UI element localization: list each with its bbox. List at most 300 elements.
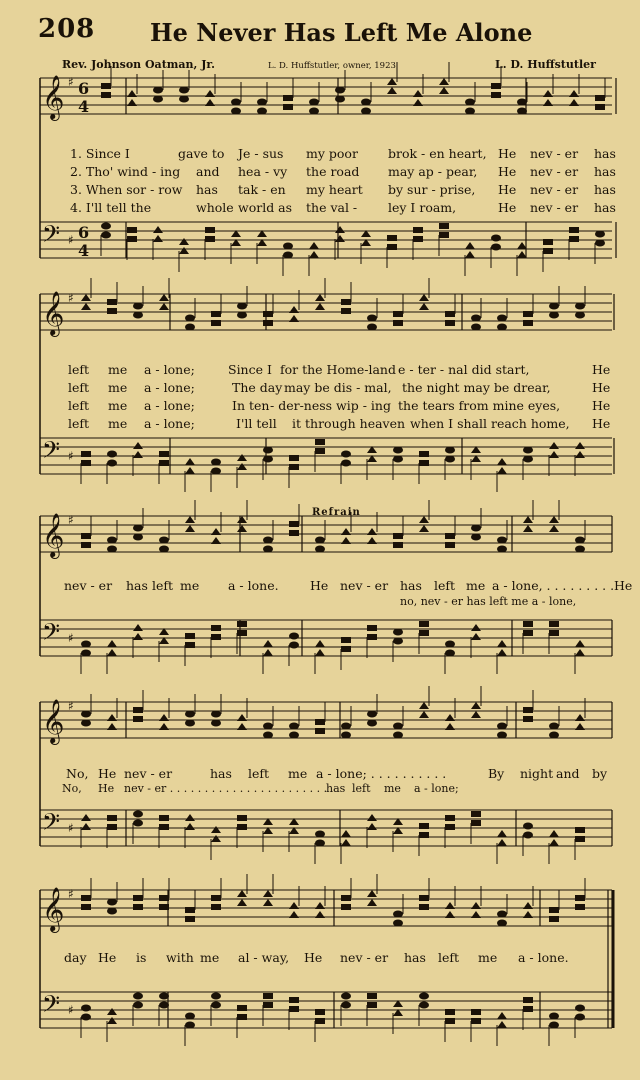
- notehead: [549, 442, 559, 449]
- notehead: [497, 467, 507, 474]
- notehead: [315, 640, 325, 647]
- notehead: [211, 1002, 221, 1009]
- notehead: [471, 1018, 481, 1024]
- notehead: [315, 1018, 325, 1024]
- notehead: [237, 621, 247, 627]
- notehead: [575, 1005, 585, 1012]
- notehead: [517, 99, 527, 106]
- notehead: [419, 895, 429, 901]
- copyright-owner: L. D. Huffstutler, owner, 1923: [268, 61, 396, 71]
- notehead: [491, 235, 501, 242]
- notehead: [237, 723, 247, 730]
- sharp-sign: ♯: [68, 821, 74, 835]
- notehead: [107, 451, 117, 458]
- treble-clef: 𝄞: [42, 513, 65, 557]
- notehead: [367, 711, 377, 718]
- notehead: [309, 99, 319, 106]
- notehead: [367, 899, 377, 906]
- notehead: [523, 311, 533, 317]
- notehead: [445, 447, 455, 454]
- notehead: [211, 625, 221, 631]
- notehead: [81, 904, 91, 910]
- notehead: [575, 546, 585, 553]
- notehead: [393, 533, 403, 539]
- notehead: [523, 716, 533, 722]
- notehead: [419, 621, 429, 627]
- notehead: [543, 239, 553, 245]
- verse-4-line-1: 4. I'll tell the whole world as the val - ley I roam, He nev - er has: [70, 200, 616, 215]
- notehead: [283, 95, 293, 101]
- notehead: [153, 96, 163, 103]
- notehead: [575, 312, 585, 319]
- verse-1-line-2: left me a - lone; Since I for the Home-land e - ter - nal did start, He: [68, 362, 611, 377]
- notehead: [211, 537, 221, 544]
- notehead: [523, 1006, 533, 1012]
- notehead: [419, 993, 429, 1000]
- notehead: [133, 707, 143, 713]
- notehead: [81, 641, 91, 648]
- notehead: [315, 448, 325, 454]
- notehead: [491, 244, 501, 251]
- notehead: [523, 997, 533, 1003]
- notehead: [419, 711, 429, 718]
- notehead: [465, 108, 475, 115]
- notehead: [393, 638, 403, 645]
- notehead: [471, 702, 481, 709]
- notehead: [237, 899, 247, 906]
- notehead: [159, 815, 169, 821]
- notehead: [341, 993, 351, 1000]
- notehead: [341, 904, 351, 910]
- notehead: [237, 630, 247, 636]
- notehead: [315, 439, 325, 445]
- notehead: [237, 714, 247, 721]
- notehead: [341, 451, 351, 458]
- notehead: [341, 830, 351, 837]
- notehead: [263, 537, 273, 544]
- notehead: [575, 827, 585, 833]
- time-signature-top: 6: [78, 79, 90, 98]
- notehead: [159, 723, 169, 730]
- notehead: [81, 711, 91, 718]
- notehead: [523, 456, 533, 463]
- notehead: [179, 87, 189, 94]
- notehead: [315, 831, 325, 838]
- notehead: [309, 242, 319, 249]
- notehead: [263, 546, 273, 553]
- notehead: [465, 251, 475, 258]
- notehead: [81, 814, 91, 821]
- notehead: [575, 904, 585, 910]
- notehead: [335, 96, 345, 103]
- notehead: [419, 525, 429, 532]
- notehead: [159, 904, 169, 910]
- notehead: [101, 92, 111, 98]
- notehead: [419, 1002, 429, 1009]
- notehead: [419, 832, 429, 838]
- notehead: [107, 908, 117, 915]
- notehead: [419, 303, 429, 310]
- notehead: [185, 720, 195, 727]
- notehead: [211, 895, 221, 901]
- notehead: [81, 895, 91, 901]
- notehead: [237, 312, 247, 319]
- notehead: [523, 630, 533, 636]
- notehead: [185, 458, 195, 465]
- notehead: [185, 907, 195, 913]
- notehead: [133, 811, 143, 818]
- notehead: [445, 311, 455, 317]
- notehead: [263, 447, 273, 454]
- notehead: [413, 227, 423, 233]
- time-signature-bottom: 4: [78, 97, 90, 116]
- notehead: [289, 530, 299, 536]
- notehead: [153, 87, 163, 94]
- notehead: [497, 1021, 507, 1028]
- notehead: [237, 463, 247, 470]
- notehead: [543, 248, 553, 254]
- notehead: [341, 646, 351, 652]
- notehead: [81, 823, 91, 830]
- notehead: [81, 303, 91, 310]
- notehead: [497, 324, 507, 331]
- notehead: [205, 90, 215, 97]
- notehead: [367, 890, 377, 897]
- notehead: [393, 920, 403, 927]
- notehead: [257, 99, 267, 106]
- notehead: [445, 723, 455, 730]
- notehead: [133, 525, 143, 532]
- notehead: [315, 546, 325, 553]
- notehead: [419, 460, 429, 466]
- notehead: [205, 99, 215, 106]
- notehead: [549, 516, 559, 523]
- notehead: [81, 1014, 91, 1021]
- verse-4-line-2: left me a - lone; I'll tell it through heaven when I shall reach home, He: [68, 416, 611, 431]
- notehead: [153, 235, 163, 242]
- treble-clef: 𝄞: [42, 699, 65, 743]
- notehead: [393, 732, 403, 739]
- notehead: [471, 711, 481, 718]
- notehead: [445, 714, 455, 721]
- notehead: [549, 907, 559, 913]
- notehead: [133, 820, 143, 827]
- notehead: [361, 108, 371, 115]
- notehead: [445, 815, 455, 821]
- verse-1-line-1: 1. Since I gave to Je - sus my poor brok - en heart, He nev - er has: [70, 146, 616, 161]
- verse-2-line-1: 2. Tho' wind - ing and hea - vy the road may ap - pear, He nev - er has: [70, 164, 616, 179]
- notehead: [367, 315, 377, 322]
- notehead: [575, 649, 585, 656]
- notehead: [127, 236, 137, 242]
- sharp-sign: ♯: [68, 1003, 74, 1017]
- sharp-sign: ♯: [68, 513, 74, 527]
- notehead: [315, 649, 325, 656]
- bass-clef: 𝄢: [42, 220, 61, 253]
- notehead: [367, 814, 377, 821]
- notehead: [211, 711, 221, 718]
- notehead: [335, 235, 345, 242]
- notehead: [107, 1017, 117, 1024]
- notehead: [211, 835, 221, 842]
- notehead: [133, 716, 143, 722]
- notehead: [543, 90, 553, 97]
- notehead: [309, 251, 319, 258]
- notehead: [315, 902, 325, 909]
- notehead: [127, 99, 137, 106]
- notehead: [523, 621, 533, 627]
- notehead: [445, 542, 455, 548]
- notehead: [445, 641, 455, 648]
- notehead: [159, 1002, 169, 1009]
- notehead: [595, 95, 605, 101]
- notehead: [257, 108, 267, 115]
- notehead: [341, 895, 351, 901]
- notehead: [523, 832, 533, 839]
- notehead: [549, 621, 559, 627]
- notehead: [549, 732, 559, 739]
- notehead: [497, 1012, 507, 1019]
- bass-clef: 𝄢: [42, 990, 61, 1023]
- notehead: [211, 311, 221, 317]
- notehead: [471, 534, 481, 541]
- notehead: [315, 728, 325, 734]
- notehead: [263, 1002, 273, 1008]
- notehead: [367, 625, 377, 631]
- notehead: [367, 324, 377, 331]
- notehead: [445, 1009, 455, 1015]
- notehead: [387, 87, 397, 94]
- notehead: [445, 650, 455, 657]
- notehead: [107, 824, 117, 830]
- notehead: [523, 516, 533, 523]
- notehead: [211, 634, 221, 640]
- notehead: [549, 525, 559, 532]
- notehead: [393, 447, 403, 454]
- treble-clef: 𝄞: [42, 887, 65, 931]
- page-number: 208: [38, 14, 96, 44]
- notehead: [289, 902, 299, 909]
- notehead: [133, 451, 143, 458]
- notehead: [523, 320, 533, 326]
- notehead: [497, 649, 507, 656]
- sharp-sign: ♯: [68, 631, 74, 645]
- notehead: [497, 546, 507, 553]
- notehead: [237, 454, 247, 461]
- notehead: [159, 460, 169, 466]
- notehead: [289, 521, 299, 527]
- notehead: [445, 911, 455, 918]
- notehead: [523, 902, 533, 909]
- notehead: [237, 815, 247, 821]
- notehead: [575, 303, 585, 310]
- notehead: [185, 633, 195, 639]
- notehead: [237, 890, 247, 897]
- notehead: [575, 895, 585, 901]
- refrain-bass-echo-2: No, He nev - er . . . . . . . . . . . . . . . . . . . . . . . has left me a - lone;: [62, 782, 459, 795]
- notehead: [133, 993, 143, 1000]
- notehead: [289, 633, 299, 640]
- notehead: [367, 993, 377, 999]
- notehead: [445, 902, 455, 909]
- notehead: [491, 83, 501, 89]
- notehead: [159, 714, 169, 721]
- verse-2-line-2: left me a - lone; The day may be dis - mal, the night may be drear, He: [68, 380, 611, 395]
- notehead: [335, 87, 345, 94]
- notehead: [263, 640, 273, 647]
- notehead: [185, 823, 195, 830]
- notehead: [543, 99, 553, 106]
- notehead: [419, 630, 429, 636]
- notehead: [107, 460, 117, 467]
- notehead: [237, 303, 247, 310]
- composer-credit: L. D. Huffstutler: [495, 58, 596, 71]
- hymn-title: He Never Has Left Me Alone: [150, 18, 533, 47]
- notehead: [81, 460, 91, 466]
- notehead: [575, 442, 585, 449]
- notehead: [315, 303, 325, 310]
- notehead: [289, 315, 299, 322]
- notehead: [263, 320, 273, 326]
- notehead: [569, 90, 579, 97]
- notehead: [549, 630, 559, 636]
- sharp-sign: ♯: [68, 887, 74, 901]
- notehead: [575, 836, 585, 842]
- notehead: [211, 528, 221, 535]
- notehead: [81, 533, 91, 539]
- notehead: [419, 904, 429, 910]
- notehead: [159, 303, 169, 310]
- notehead: [419, 451, 429, 457]
- notehead: [367, 537, 377, 544]
- time-signature-top: 6: [78, 223, 90, 242]
- notehead: [595, 240, 605, 247]
- notehead: [315, 537, 325, 544]
- notehead: [289, 911, 299, 918]
- notehead: [179, 247, 189, 254]
- notehead: [393, 629, 403, 636]
- lyricist-credit: Rev. Johnson Oatman, Jr.: [62, 58, 216, 71]
- sharp-sign: ♯: [68, 233, 74, 247]
- notehead: [393, 311, 403, 317]
- notehead: [419, 823, 429, 829]
- notehead: [549, 312, 559, 319]
- notehead: [569, 236, 579, 242]
- notehead: [107, 537, 117, 544]
- notehead: [133, 1002, 143, 1009]
- notehead: [289, 306, 299, 313]
- refrain-label: Refrain: [312, 507, 361, 518]
- notehead: [341, 460, 351, 467]
- notehead: [367, 823, 377, 830]
- notehead: [497, 640, 507, 647]
- notehead: [211, 720, 221, 727]
- notehead: [107, 1008, 117, 1015]
- notehead: [107, 723, 117, 730]
- notehead: [471, 633, 481, 640]
- notehead: [127, 227, 137, 233]
- notehead: [335, 226, 345, 233]
- notehead: [127, 90, 137, 97]
- notehead: [549, 916, 559, 922]
- notehead: [491, 92, 501, 98]
- notehead: [341, 308, 351, 314]
- notehead: [465, 99, 475, 106]
- notehead: [595, 104, 605, 110]
- notehead: [549, 839, 559, 846]
- notehead: [445, 824, 455, 830]
- notehead: [315, 294, 325, 301]
- notehead: [205, 227, 215, 233]
- notehead: [549, 303, 559, 310]
- notehead: [497, 911, 507, 918]
- notehead: [413, 236, 423, 242]
- notehead: [237, 1005, 247, 1011]
- notehead: [419, 294, 429, 301]
- notehead: [133, 534, 143, 541]
- notehead: [367, 528, 377, 535]
- notehead: [289, 997, 299, 1003]
- notehead: [263, 993, 273, 999]
- notehead: [497, 723, 507, 730]
- notehead: [153, 226, 163, 233]
- notehead: [205, 236, 215, 242]
- notehead: [549, 451, 559, 458]
- notehead: [419, 702, 429, 709]
- notehead: [133, 303, 143, 310]
- notehead: [237, 1014, 247, 1020]
- notehead: [133, 442, 143, 449]
- notehead: [523, 823, 533, 830]
- notehead: [107, 899, 117, 906]
- notehead: [133, 904, 143, 910]
- notehead: [185, 324, 195, 331]
- notehead: [101, 232, 111, 239]
- notehead: [393, 320, 403, 326]
- notehead: [575, 537, 585, 544]
- notehead: [133, 895, 143, 901]
- notehead: [341, 723, 351, 730]
- notehead: [159, 824, 169, 830]
- notehead: [387, 244, 397, 250]
- notehead: [237, 824, 247, 830]
- notehead: [595, 231, 605, 238]
- notehead: [179, 96, 189, 103]
- notehead: [497, 537, 507, 544]
- bass-clef: 𝄢: [42, 436, 61, 469]
- notehead: [263, 311, 273, 317]
- notehead: [211, 459, 221, 466]
- notehead: [497, 458, 507, 465]
- notehead: [283, 104, 293, 110]
- notehead: [341, 1002, 351, 1009]
- notehead: [393, 911, 403, 918]
- notehead: [341, 732, 351, 739]
- notehead: [107, 640, 117, 647]
- notehead: [315, 840, 325, 847]
- notehead: [159, 546, 169, 553]
- notehead: [159, 294, 169, 301]
- notehead: [471, 911, 481, 918]
- notehead: [159, 537, 169, 544]
- notehead: [211, 904, 221, 910]
- notehead: [523, 911, 533, 918]
- notehead: [517, 108, 527, 115]
- notehead: [523, 525, 533, 532]
- notehead: [575, 451, 585, 458]
- notehead: [263, 649, 273, 656]
- notehead: [185, 814, 195, 821]
